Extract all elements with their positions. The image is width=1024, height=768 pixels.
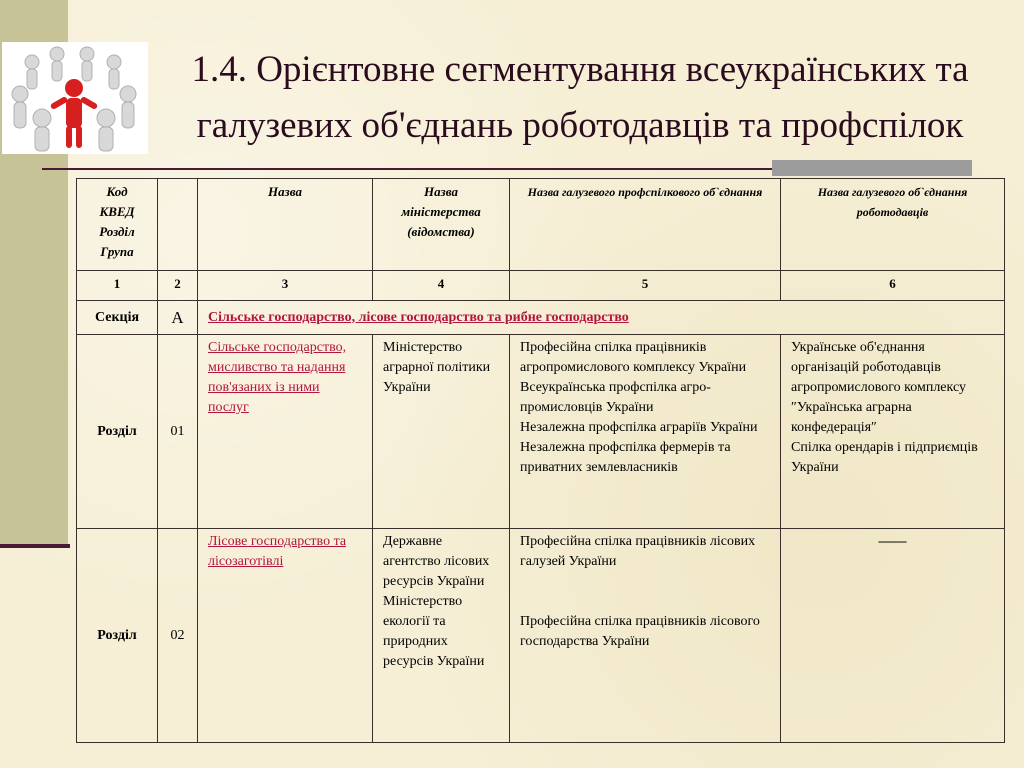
row-name-link[interactable]: Лісове господарство та лісозаготівлі	[208, 534, 347, 569]
row-ministry: Міністерство аграрної політики України	[373, 335, 510, 529]
section-letter: А	[158, 301, 198, 335]
header-code	[77, 179, 158, 271]
header-ministry: Назва міністерства (відомства)	[373, 179, 510, 271]
union-item: Професійна спілка працівників лісових галузей України	[520, 534, 756, 569]
row-ministry: Державне агентство лісових ресурсів України Міністерство екології та природних ресурсів України	[373, 529, 510, 743]
header-union: Назва галузевого профспілкового об`єднання	[510, 179, 781, 271]
side-decor-rule	[0, 544, 70, 548]
row-name-link[interactable]: Сільське господарство, мисливство та надання пов'язаних із ними послуг	[208, 340, 347, 415]
title-line-2: галузевих об'єднань роботодавців та профспілок	[196, 105, 964, 146]
section-title-link[interactable]: Сільське господарство, лісове господарство та рибне господарство	[208, 309, 629, 325]
union-item: Професійна спілка працівників лісового господарства України	[520, 614, 760, 649]
section-row	[77, 301, 1005, 335]
union-item: Незалежна профспілка аграріїв України	[520, 420, 758, 435]
number-row	[77, 271, 1005, 301]
row-employers	[781, 529, 1005, 743]
col-number: 4	[373, 271, 510, 301]
col-number: 6	[781, 271, 1005, 301]
col-number: 3	[198, 271, 373, 301]
union-item: Професійна спілка працівників агропромислового комплексу України	[520, 340, 747, 375]
col-number: 2	[158, 271, 198, 301]
title-divider	[42, 168, 772, 170]
col-number: 5	[510, 271, 781, 301]
header-code-line: Код	[106, 184, 128, 199]
header-code-line: Розділ	[99, 224, 135, 239]
segmentation-table	[76, 178, 1005, 743]
page-title	[150, 42, 1010, 154]
table-row	[77, 529, 1005, 743]
union-item: Незалежна профспілка фермерів та приватних землевласників	[520, 440, 731, 475]
title-divider-gray	[772, 160, 972, 176]
header-empty	[158, 179, 198, 271]
section-label: Секція	[77, 301, 158, 335]
people-circle-leader-icon	[2, 42, 148, 154]
employer-item: Українське об'єднання організацій роботодавців агропромислового комплексу ″Українська аграрна конфедерація″	[791, 340, 966, 435]
header-code-line: КВЕД	[99, 204, 135, 219]
spacer	[520, 572, 770, 612]
row-code: 02	[158, 529, 198, 743]
row-type: Розділ	[77, 529, 158, 743]
table-row	[77, 335, 1005, 529]
header-employers: Назва галузевого об`єднання роботодавців	[781, 179, 1005, 271]
employer-placeholder: ——	[878, 534, 907, 549]
col-number: 1	[77, 271, 158, 301]
header-row	[77, 179, 1005, 271]
header-code-line: Група	[100, 244, 134, 259]
row-type: Розділ	[77, 335, 158, 529]
row-employers	[781, 335, 1005, 529]
row-code: 01	[158, 335, 198, 529]
title-line-1: 1.4. Орієнтовне сегментування всеукраїнських та	[191, 49, 969, 90]
row-unions	[510, 529, 781, 743]
union-item: Всеукраїнська профспілка агро-промисловців України	[520, 380, 711, 415]
employer-item: Спілка орендарів і підприємців України	[791, 440, 978, 475]
row-unions	[510, 335, 781, 529]
header-name: Назва	[198, 179, 373, 271]
